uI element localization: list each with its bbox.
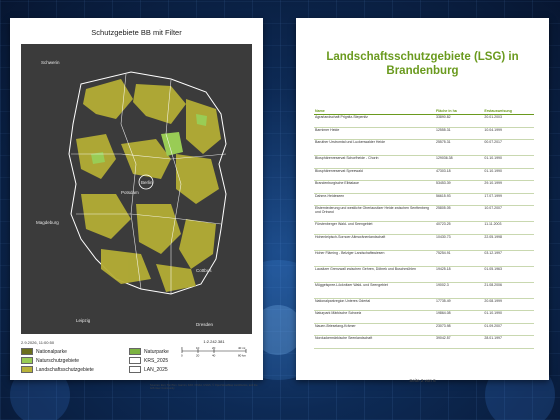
table-cell: 19002.3 <box>435 282 483 298</box>
table-cell: 47303.18 <box>435 168 483 181</box>
table-cell: Nauen-Brieselang-Krämer <box>314 323 435 336</box>
table-cell: 10430.73 <box>435 234 483 250</box>
legend-swatch <box>21 366 33 373</box>
scale-tick: 40 mi <box>238 347 246 350</box>
table-cell: Müggelspree-Löcknitzer Wald- und Seengebiet <box>314 282 435 298</box>
table-row <box>314 193 534 206</box>
table-cell: 01.05.1963 <box>483 266 534 282</box>
table-cell: 39042.57 <box>435 336 483 349</box>
scale-tick: 20 <box>196 353 200 357</box>
map-frame[interactable] <box>21 44 252 334</box>
legend-label: Naturparke <box>144 348 169 355</box>
table-cell: Hohenleipisch-Sornoer Altmoränenlandschaft <box>314 234 435 250</box>
table-cell: 25575.31 <box>435 140 483 156</box>
column-header: Name <box>314 108 435 115</box>
table-row <box>314 168 534 181</box>
table-cell: 25805.05 <box>435 206 483 222</box>
scale-tick: 0 <box>181 347 183 350</box>
table-cell: 33890.82 <box>435 115 483 128</box>
table-cell: 17735.49 <box>435 298 483 311</box>
table-row <box>314 250 534 266</box>
table-cell: Dahme-Heideseen <box>314 193 435 206</box>
table-cell: 03.12.1997 <box>483 250 534 266</box>
table-cell: Lausitzer Grenzwall zwischen Gehren, Döbrek und Buschmühlen <box>314 266 435 282</box>
table-cell: Naturpark Märkische Schweiz <box>314 311 435 324</box>
table-cell: 10.04.1999 <box>483 127 534 140</box>
table-cell: 19864.08 <box>435 311 483 324</box>
table-cell: 129036.38 <box>435 156 483 169</box>
document-page <box>296 18 549 383</box>
table-cell: Nationalparkregion Unteres Odertal <box>314 298 435 311</box>
legend-swatch <box>129 366 141 373</box>
legend-item <box>129 366 168 373</box>
document-title: Landschaftsschutzgebiete (LSG) in Brandenburg <box>326 51 519 77</box>
map-title: Schutzgebiete BB mit Filter <box>91 28 182 37</box>
table-cell: 11.11.2003 <box>483 222 534 235</box>
table-cell: 29.10.1999 <box>483 181 534 194</box>
legend-label: Naturschutzgebiete <box>36 357 80 364</box>
table-row <box>314 206 534 222</box>
legend-item <box>21 357 79 364</box>
city-label: Schwerin <box>41 60 60 65</box>
table-row <box>314 156 534 169</box>
legend-swatch <box>129 357 141 364</box>
table-cell: 56615.93 <box>435 193 483 206</box>
table-cell: 21.08.2006 <box>483 282 534 298</box>
scale-tick: 40 <box>212 353 216 357</box>
table-cell: 19425.18 <box>435 266 483 282</box>
table-row <box>314 127 534 140</box>
table-cell: Brandenburgische Elbtalaue <box>314 181 435 194</box>
table-row <box>314 181 534 194</box>
table-cell: 22.05.1998 <box>483 234 534 250</box>
city-label: Magdeburg <box>36 220 59 225</box>
table-cell: Biosphärenreservat Spreewald <box>314 168 435 181</box>
legend-swatch <box>129 348 141 355</box>
legend-item <box>129 357 168 364</box>
table-cell: 53453.39 <box>435 181 483 194</box>
table-cell: Barnimer Heide <box>314 127 435 140</box>
page-number: Seite 2 von 6 <box>409 378 436 383</box>
legend-swatch <box>21 357 33 364</box>
table-row <box>314 234 534 250</box>
table-cell: 01.10.1990 <box>483 311 534 324</box>
legend-label: LAN_2025 <box>144 366 168 373</box>
column-header: Erstausweisung <box>483 108 534 115</box>
table-cell: 00.07.2017 <box>483 140 534 156</box>
legend-label: KRS_2025 <box>144 357 169 364</box>
city-label: Potsdam <box>121 190 139 195</box>
table-row <box>314 140 534 156</box>
table-cell: 01.10.1990 <box>483 168 534 181</box>
map-page <box>10 18 263 391</box>
table-cell: 40723.25 <box>435 222 483 235</box>
legend-item <box>21 348 67 355</box>
table-cell: Hoher Fläming - Belziger Landschaftswiesen <box>314 250 435 266</box>
table-cell: Baruther Urstromtal und Luckenwalder Heide <box>314 140 435 156</box>
lsg-table <box>314 108 534 349</box>
table-cell: 01.09.2007 <box>483 323 534 336</box>
legend-item <box>129 348 169 355</box>
table-cell: 17.07.1999 <box>483 193 534 206</box>
table-cell: 28.01.1997 <box>483 336 534 349</box>
table-cell: Elsterniederung und westliche Oberlausitzer Heide zwischen Senftenberg und Ortrand <box>314 206 435 222</box>
table-cell: 75254.91 <box>435 250 483 266</box>
scale-tick: 20 <box>212 347 216 350</box>
table-cell: 20.01.2003 <box>483 115 534 128</box>
legend-swatch <box>21 348 33 355</box>
table-cell: Fürstenberger Wald- und Seengebiet <box>314 222 435 235</box>
table-cell: 01.10.1990 <box>483 156 534 169</box>
table-cell: Agrarlandschaft Prignitz-Stepenitz <box>314 115 435 128</box>
map-credits: Sources: Esri, TomTom, Garmin, FAO, NOAA, USGS, © OpenStreetMap contributors, and the GIS User Community <box>150 384 258 391</box>
table-row <box>314 115 534 128</box>
column-header: Fläche in ha <box>435 108 483 115</box>
table-row <box>314 282 534 298</box>
table-row <box>314 222 534 235</box>
table-row <box>314 323 534 336</box>
scale-tick: 0 <box>181 353 183 357</box>
legend-label: Landschaftsschutzgebiete <box>36 366 94 373</box>
scale-tick: 10 <box>196 347 200 350</box>
map-legend <box>21 348 261 378</box>
table-cell: Norduckermärkische Seenlandschaft <box>314 336 435 349</box>
table-row <box>314 298 534 311</box>
map-canvas <box>21 44 252 334</box>
table-row <box>314 266 534 282</box>
table-cell: 23073.98 <box>435 323 483 336</box>
table-cell: 20.08.1999 <box>483 298 534 311</box>
city-label: Cottbus <box>196 268 212 273</box>
table-row <box>314 336 534 349</box>
scale-tick: 80 km <box>238 353 247 357</box>
table-cell: 10.07.2007 <box>483 206 534 222</box>
table-cell: 12555.31 <box>435 127 483 140</box>
city-label: Berlin <box>141 180 153 185</box>
city-label: Dresden <box>196 322 214 327</box>
scale-label: 1:2.242.381 <box>203 339 225 344</box>
table-cell: Biosphärenreservat Schorfheide - Chorin <box>314 156 435 169</box>
legend-item <box>21 366 94 373</box>
city-label: Leipzig <box>76 318 91 323</box>
map-print-date: 2.9.2026, 11:00:50 <box>21 340 55 345</box>
table-row <box>314 311 534 324</box>
legend-label: Nationalparke <box>36 348 67 355</box>
